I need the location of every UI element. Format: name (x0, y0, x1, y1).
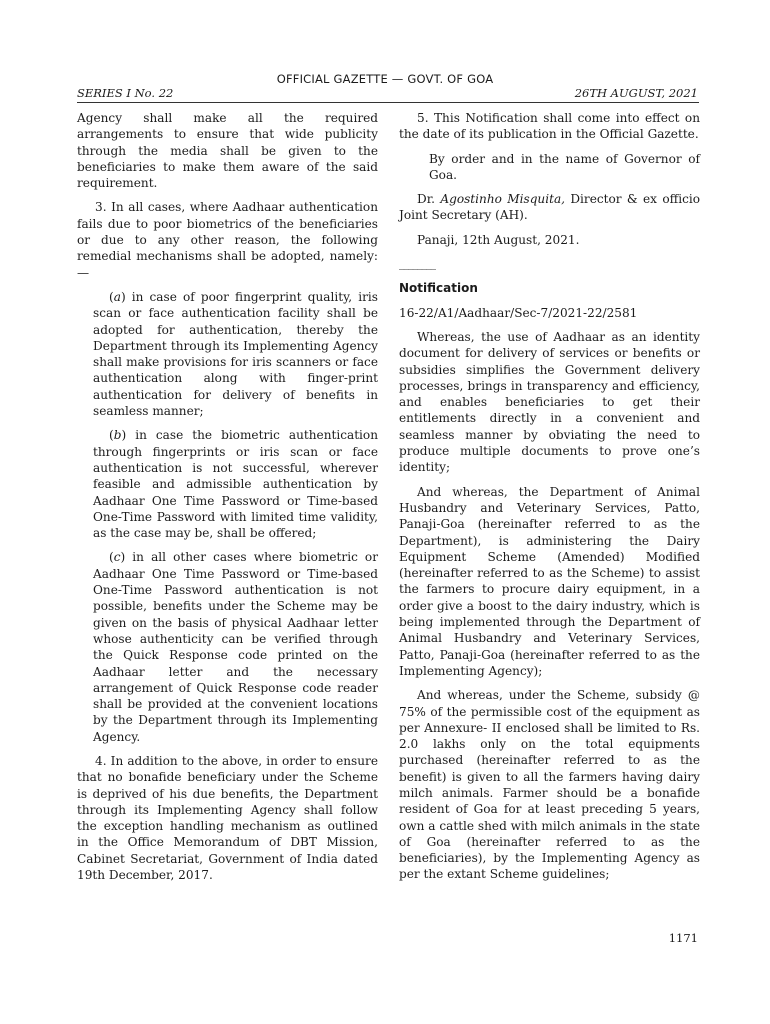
clause-a-label: a (113, 289, 121, 304)
clause-a (77, 289, 378, 419)
header-rule (77, 102, 699, 103)
paragraph-3: 3. In all cases, where Aadhaar authentication fails due to poor biometrics of the beneficiaries or due to any other reason, the following remedial mechanisms shall be adopted, namely:— (77, 200, 378, 280)
gazette-title: OFFICIAL GAZETTE — GOVT. OF GOA (276, 72, 494, 86)
clause-c-text: ) in all other cases where biometric or Aadhaar One Time Password or Time-based One-Time Password authentication is not possible, benefits under the Scheme may be given on the basis of physical Aadhaar letter whose authenticity can be verified through the Quick Response code printed on the Aadhaar letter and the necessary arrangement of Quick Response code reader shall be provided at the convenient locations by the Department through its Implementing Agency. (93, 550, 378, 744)
paragraph-5: 5. This Notification shall come into effect on the date of its publication in the Official Gazette. (399, 111, 700, 142)
clause-b-open: ( (109, 428, 114, 443)
whereas-2: And whereas, the Department of Animal Husbandry and Veterinary Services, Patto, Panaji-Goa (hereinafter referred to as the Department), is administering the Dairy Equipment Scheme (Amended) Modified (hereinafter referred to as the Scheme) to assist the farmers to procure dairy equipment, in a order give a boost to the dairy industry, which is being implemented through the Department of Animal Husbandry and Veterinary Services, Patto, Panaji-Goa (hereinafter referred to as the Implementing Agency); (399, 484, 700, 678)
signatory (399, 191, 700, 224)
left-column (77, 110, 378, 891)
clause-c-label: c (113, 550, 121, 565)
page-number: 1171 (668, 931, 698, 945)
right-column (399, 110, 700, 891)
clause-a-open: ( (109, 289, 114, 304)
clause-c (77, 549, 378, 745)
signatory-prefix: Dr. (417, 192, 441, 207)
notification-number: 16-22/A1/Aadhaar/Sec-7/2021-22/2581 (399, 305, 638, 320)
issue-date: 26TH AUGUST, 2021 (574, 86, 698, 100)
whereas-1: Whereas, the use of Aadhaar as an identity document for delivery of services or benefits or subsidies simplifies the Government delivery processes, brings in transparency and efficiency, and enables beneficiaries to get their entitlements directly in a convenient and seamless manner by obviating the need to produce multiple documents to prove one’s identity; (399, 329, 700, 475)
clause-c-open: ( (109, 550, 114, 565)
clause-a-text: ) in case of poor fingerprint quality, iris scan or face authentication facility shall be adopted for authentication, thereby the Department through its Implementing Agency shall make provisions for iris scanners or face authentication along with finger-print authentication for delivery of benefits in seamless manner; (93, 289, 378, 419)
signatory-title: Director & ex officio Joint Secretary (AH). (399, 192, 700, 223)
clause-b-text: ) in case the biometric authentication through fingerprints or iris scan or face authentication is not successful, wherever feasible and admissible authentication by Aadhaar One Time Password or Time-based One-Time Password with limited time validity, as the case may be, shall be offered; (93, 428, 378, 541)
signatory-name: Agostinho Misquita, (440, 192, 566, 207)
clause-b (77, 427, 378, 541)
notification-heading: Notification (399, 281, 478, 296)
paragraph-publicity: Agency shall make all the required arrangements to ensure that wide publicity through the media shall be given to the beneficiaries to make them aware of the said requirement. (77, 111, 378, 191)
place-date: Panaji, 12th August, 2021. (417, 232, 580, 247)
separator: ________ (399, 257, 435, 271)
by-order: By order and in the name of Governor of Goa. (429, 151, 700, 182)
whereas-3: And whereas, under the Scheme, subsidy @ 75% of the permissible cost of the equipment as per Annexure- II enclosed shall be limited to Rs. 2.0 lakhs only on the total equipments purchased (hereinafter referred to as the benefit) is given to all the farmers having dairy milch animals. Farmer should be a bonafide resident of Goa for at least preceding 5 years, own a cattle shed with milch animals in the state of Goa (hereinafter referred to as the beneficiaries), by the Implementing Agency as per the extant Scheme guidelines; (399, 688, 700, 882)
series-number: SERIES I No. 22 (77, 86, 174, 100)
clause-b-label: b (113, 428, 122, 443)
paragraph-4: 4. In addition to the above, in order to ensure that no bonafide beneficiary under the Scheme is deprived of his due benefits, the Department through its Implementing Agency shall follow the exception handling mechanism as outlined in the Office Memorandum of DBT Mission, Cabinet Secretariat, Government of India dated 19th December, 2017. (77, 753, 378, 883)
